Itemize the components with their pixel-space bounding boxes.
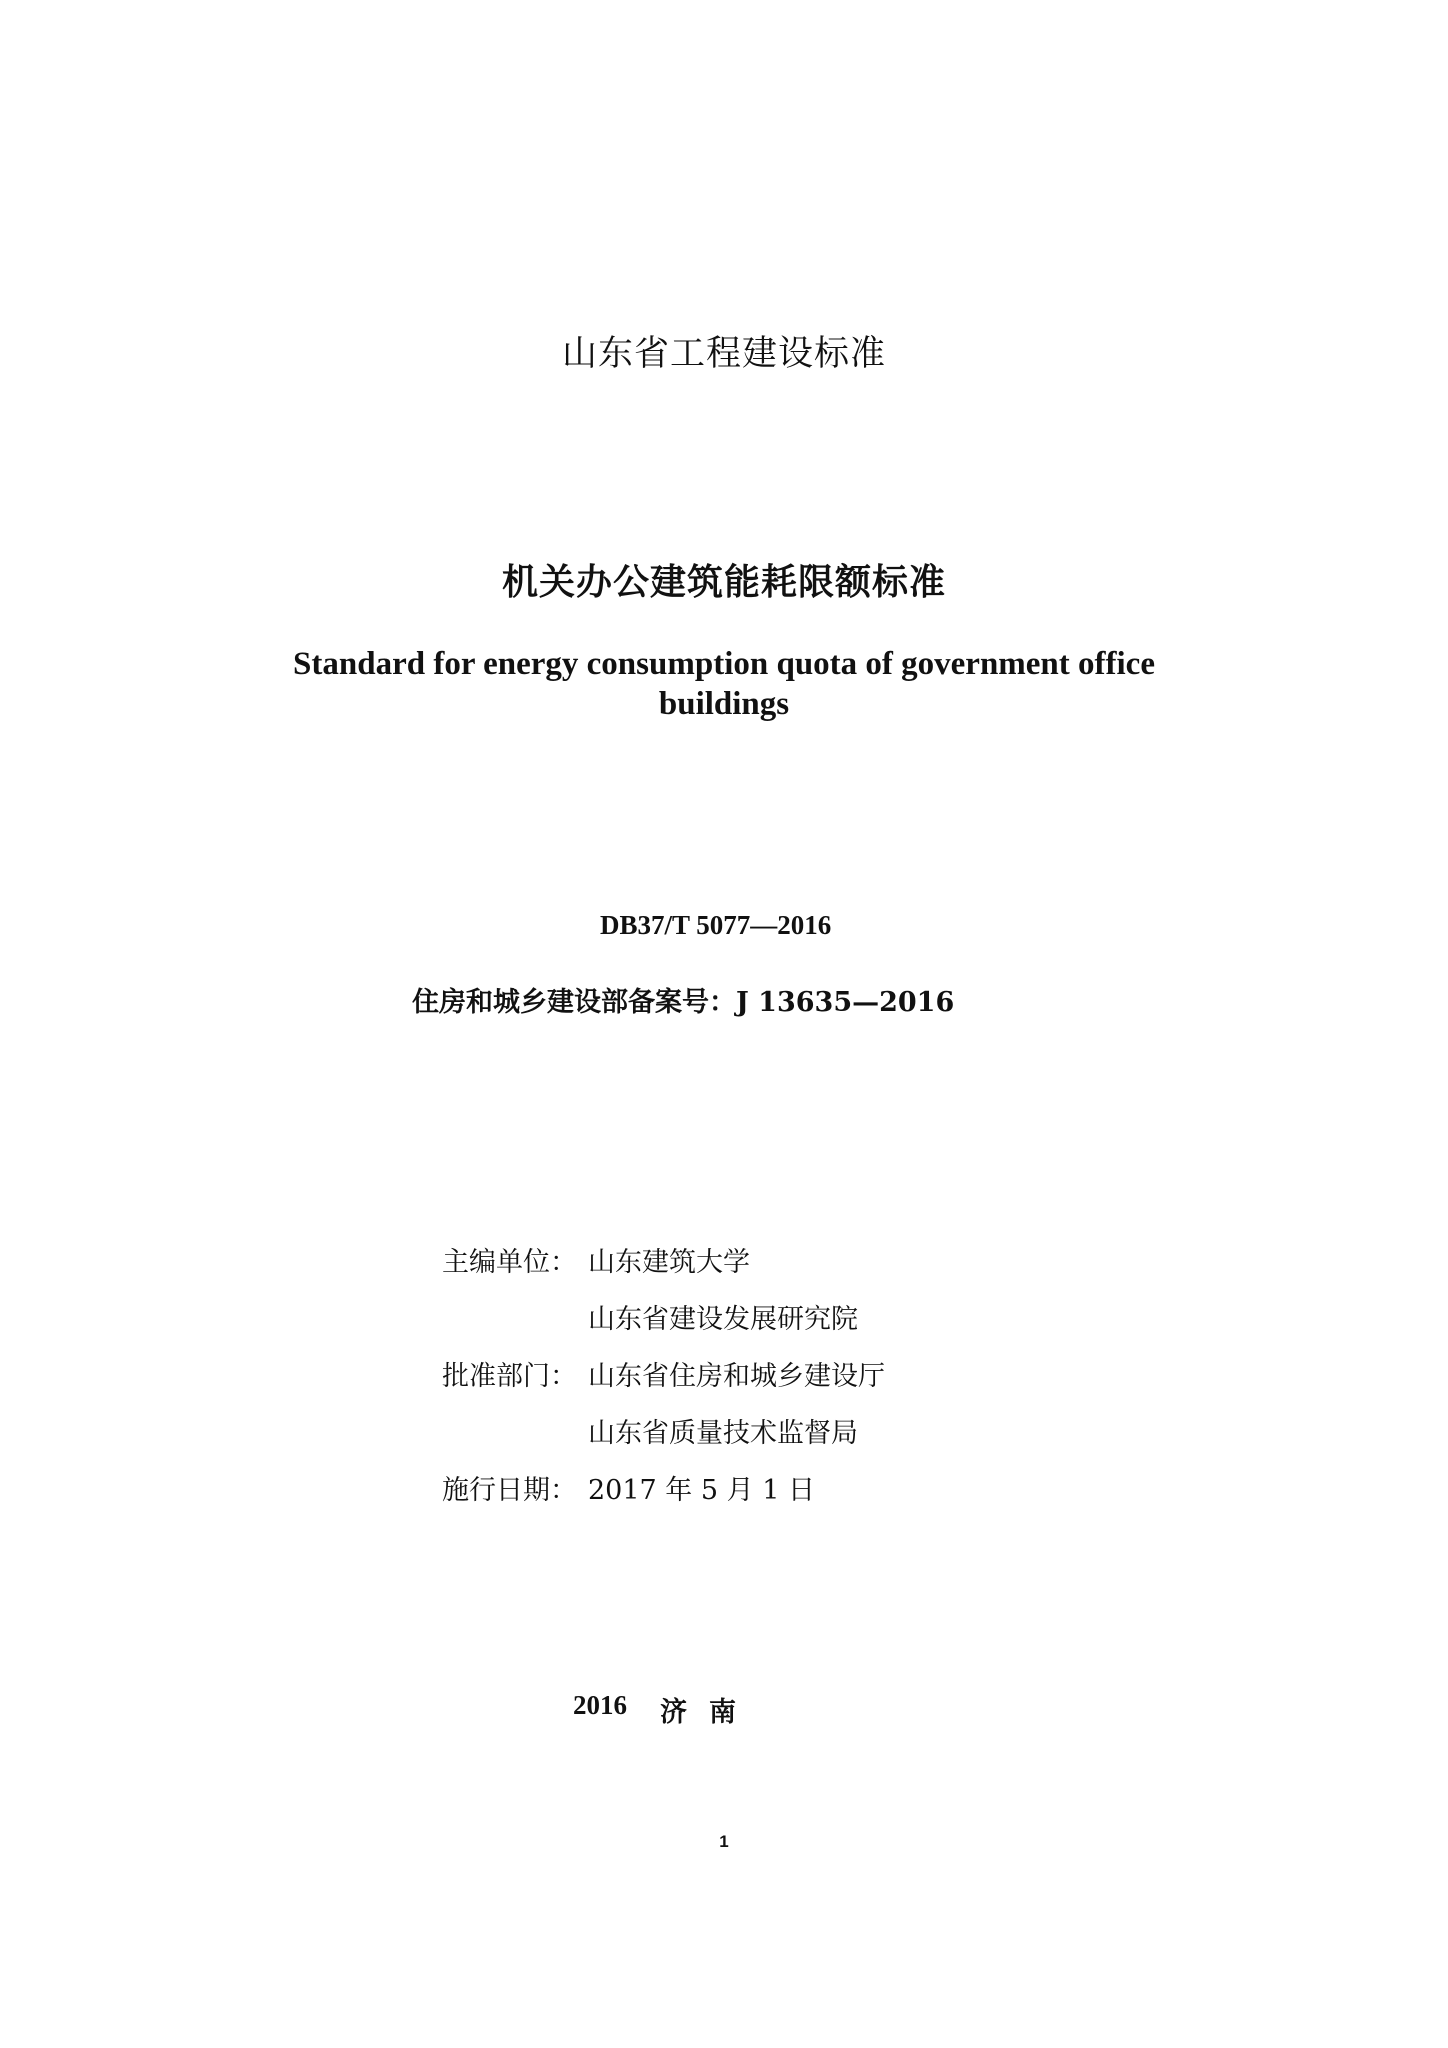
approval-row-2 [442, 1405, 885, 1462]
record-number: 住房和城乡建设部备案号：J 13635—2016 [412, 987, 955, 1018]
english-title-line-2: buildings [658, 686, 790, 722]
publication-year: 2016 [573, 1690, 627, 1720]
effective-date-label: 施行日期： [442, 1475, 577, 1506]
approval-row [442, 1348, 885, 1405]
chief-editor-row [442, 1234, 885, 1291]
document-title-english [0, 644, 1448, 724]
page-number: 1 [719, 1832, 729, 1851]
series-title: 山东省工程建设标准 [561, 334, 886, 374]
approval-label: 批准部门： [442, 1361, 577, 1392]
publication-info [442, 1234, 885, 1519]
document-title-chinese: 机关办公建筑能耗限额标准 [501, 561, 946, 603]
approval-value: 山东省住房和城乡建设厅 [588, 1361, 885, 1392]
effective-date-value: 2017 年 5 月 1 日 [588, 1475, 815, 1506]
chief-editor-value-2: 山东省建设发展研究院 [588, 1304, 858, 1335]
effective-date-row [442, 1462, 885, 1519]
english-title-line-1: Standard for energy consumption quota of government office [293, 646, 1155, 682]
chief-editor-label: 主编单位： [442, 1247, 577, 1278]
chief-editor-value: 山东建筑大学 [588, 1247, 750, 1278]
standard-number: DB37/T 5077—2016 [600, 910, 832, 940]
approval-value-2: 山东省质量技术监督局 [588, 1418, 858, 1449]
chief-editor-row-2 [442, 1291, 885, 1348]
publication-city: 济南 [660, 1697, 758, 1728]
